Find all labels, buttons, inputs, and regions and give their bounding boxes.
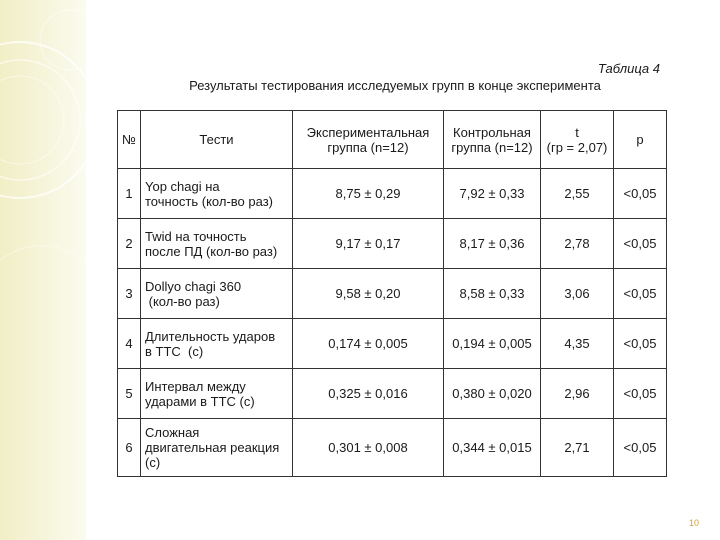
row-p-value: <0,05	[614, 319, 667, 369]
page-number: 10	[689, 518, 700, 528]
row-test-name	[141, 419, 293, 477]
row-experimental-value: 0,301 ± 0,008	[293, 419, 444, 477]
header-t-value	[541, 111, 614, 169]
row-control-value: 7,92 ± 0,33	[444, 169, 541, 219]
table-caption: Результаты тестирования исследуемых групп в конце эксперимента	[189, 78, 601, 93]
test-name-line: Twid на точность	[145, 228, 247, 244]
row-test-name	[141, 219, 293, 269]
test-name-line: Интервал между	[145, 378, 246, 394]
decorative-side-panel	[0, 0, 86, 540]
header-t-line2: (гр = 2,07)	[546, 139, 608, 155]
header-control-line1: Контрольная	[453, 124, 531, 140]
row-test-name	[141, 169, 293, 219]
row-number: 3	[118, 269, 141, 319]
row-number: 5	[118, 369, 141, 419]
test-name-line: после ПД (кол-во раз)	[145, 243, 278, 259]
row-t-value: 2,78	[541, 219, 614, 269]
test-name-line: Сложная	[145, 425, 200, 440]
row-t-value: 3,06	[541, 269, 614, 319]
row-p-value: <0,05	[614, 219, 667, 269]
decorative-circles-graphic	[0, 0, 86, 540]
table-row	[118, 169, 667, 219]
row-number: 4	[118, 319, 141, 369]
row-number: 2	[118, 219, 141, 269]
header-experimental-group	[293, 111, 444, 169]
row-experimental-value: 9,58 ± 0,20	[293, 269, 444, 319]
row-t-value: 4,35	[541, 319, 614, 369]
header-experimental-line1: Экспериментальная	[306, 124, 430, 140]
row-experimental-value: 0,174 ± 0,005	[293, 319, 444, 369]
header-t-line1: t	[575, 124, 579, 140]
row-experimental-value: 9,17 ± 0,17	[293, 219, 444, 269]
test-name-line: ударами в ТТС (с)	[145, 393, 255, 409]
row-p-value: <0,05	[614, 369, 667, 419]
test-name-line: Dollyo chagi 360	[145, 278, 242, 294]
row-control-value: 0,194 ± 0,005	[444, 319, 541, 369]
header-p-value: р	[614, 111, 667, 169]
header-control-group	[444, 111, 541, 169]
row-experimental-value: 0,325 ± 0,016	[293, 369, 444, 419]
row-test-name	[141, 269, 293, 319]
table-header-row	[118, 111, 667, 169]
test-name-line: Длительность ударов	[145, 328, 276, 344]
table-number-label: Таблица 4	[597, 61, 660, 76]
header-number: №	[118, 111, 141, 169]
table-row	[118, 269, 667, 319]
table-row	[118, 419, 667, 477]
row-control-value: 8,17 ± 0,36	[444, 219, 541, 269]
test-name-line: двигательная реакция	[145, 440, 280, 455]
row-test-name	[141, 319, 293, 369]
row-control-value: 8,58 ± 0,33	[444, 269, 541, 319]
test-name-line: точность (кол-во раз)	[145, 193, 274, 209]
table-row	[118, 319, 667, 369]
row-t-value: 2,96	[541, 369, 614, 419]
header-experimental-line2: группа (n=12)	[327, 139, 409, 155]
row-p-value: <0,05	[614, 269, 667, 319]
results-table	[117, 110, 667, 477]
header-control-line2: группа (n=12)	[451, 139, 533, 155]
row-experimental-value: 8,75 ± 0,29	[293, 169, 444, 219]
row-test-name	[141, 369, 293, 419]
row-p-value: <0,05	[614, 419, 667, 477]
row-control-value: 0,380 ± 0,020	[444, 369, 541, 419]
table-row	[118, 219, 667, 269]
row-number: 6	[118, 419, 141, 477]
row-control-value: 0,344 ± 0,015	[444, 419, 541, 477]
row-t-value: 2,55	[541, 169, 614, 219]
row-t-value: 2,71	[541, 419, 614, 477]
row-number: 1	[118, 169, 141, 219]
row-p-value: <0,05	[614, 169, 667, 219]
test-name-line: Yop chagi на	[145, 178, 220, 194]
test-name-line: (кол-во раз)	[145, 293, 220, 309]
test-name-line: в ТТС (с)	[145, 343, 204, 359]
header-test: Тести	[141, 111, 293, 169]
table-row	[118, 369, 667, 419]
test-name-line: (с)	[145, 455, 161, 470]
